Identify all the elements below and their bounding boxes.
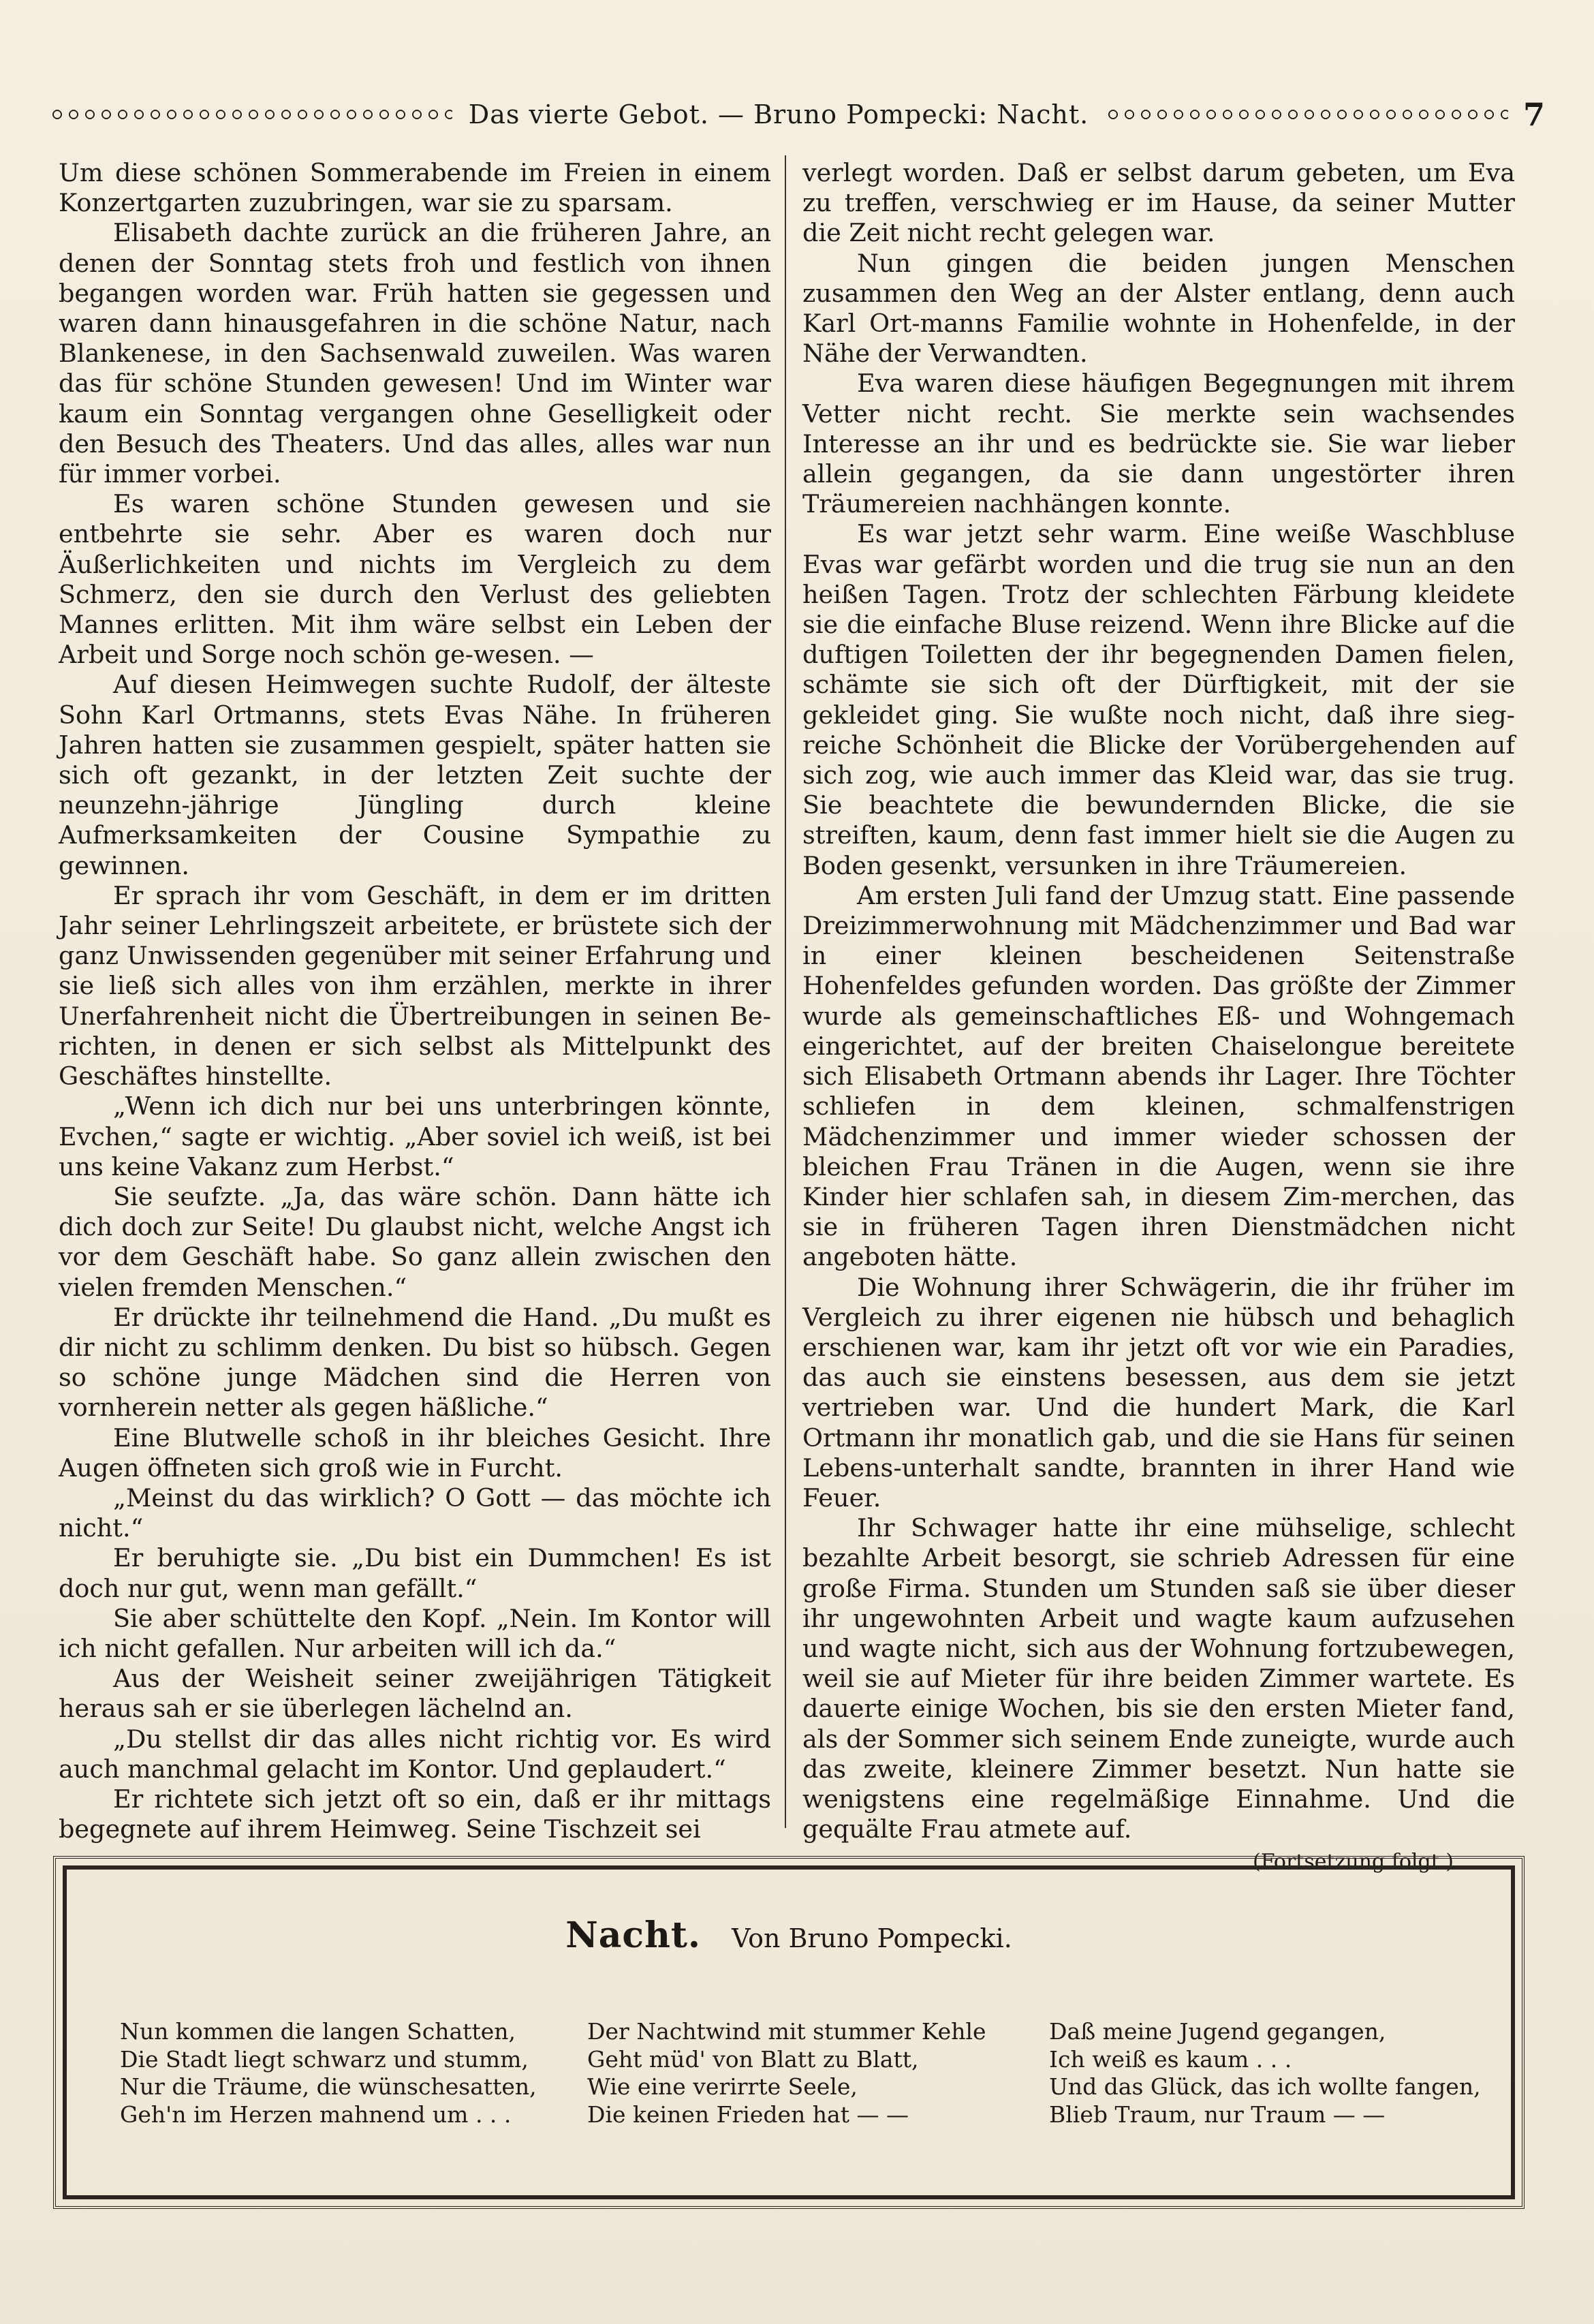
left-column — [59, 158, 771, 1844]
paragraph: Die Wohnung ihrer Schwägerin, die ihr früher im Vergleich zu ihrer eigenen nie hübsch und behaglich erschienen war, kam ihr jetzt oft vor wie ein Paradies, das auch sie einstens besessen, aus dem sie jetzt vertrieben war. Und die hundert Mark, die Karl Ortmann ihr monatlich gab, und die sie Hans für seinen Lebens-unterhalt sandte, brannten in ihrer Hand wie Feuer. — [802, 1272, 1515, 1513]
paragraph: Er drückte ihr teilnehmend die Hand. „Du mußt es dir nicht zu schlimm denken. Du bist so hübsch. Gegen so schöne junge Mädchen sind die Herren von vornherein netter als gegen häßliche.“ — [59, 1302, 771, 1423]
poem-line: Wie eine verirrte Seele, — [587, 2073, 858, 2100]
paragraph: Eine Blutwelle schoß in ihr bleiches Gesicht. Ihre Augen öffneten sich groß wie in Furcht. — [59, 1423, 771, 1483]
header-ornament-right — [1105, 108, 1508, 121]
paragraph: Aus der Weisheit seiner zweijährigen Tätigkeit heraus sah er sie überlegen lächelnd an. — [59, 1664, 771, 1724]
paragraph: „Meinst du das wirklich? O Gott — das möchte ich nicht.“ — [59, 1483, 771, 1543]
paragraph: Um diese schönen Sommerabende im Freien in einem Konzertgarten zuzubringen, war sie zu sparsam. — [59, 158, 771, 218]
paragraph: Eva waren diese häufigen Begegnungen mit ihrem Vetter nicht recht. Sie merkte sein wachsendes Interesse an ihr und es bedrückte sie. Sie war lieber allein gegangen, da sie dann ungestörter ihren Träumereien nachhängen konnte. — [802, 369, 1515, 519]
poem-heading — [67, 1915, 1511, 1956]
poem-line: Geht müd' von Blatt zu Blatt, — [587, 2045, 919, 2073]
poem-line: Nur die Träume, die wünschesatten, — [120, 2073, 537, 2100]
poem-stanza — [587, 2018, 986, 2128]
poem-line: Geh'n im Herzen mahnend um . . . — [120, 2101, 512, 2128]
paragraph: Nun gingen die beiden jungen Menschen zusammen den Weg an der Alster entlang, denn auch Karl Ort-manns Familie wohnte in Hohenfelde, in der Nähe der Verwandten. — [802, 248, 1515, 369]
column-divider — [785, 155, 786, 1828]
paragraph: „Du stellst dir das alles nicht richtig vor. Es wird auch manchmal gelacht im Kontor. Und geplaudert.“ — [59, 1724, 771, 1784]
paragraph: Sie seufzte. „Ja, das wäre schön. Dann hätte ich dich doch zur Seite! Du glaubst nicht, welche Angst ich vor dem Geschäft habe. So ganz allein zwischen den vielen fremden Menschen.“ — [59, 1181, 771, 1302]
header-ornament-left — [49, 108, 452, 121]
paragraph: Sie aber schüttelte den Kopf. „Nein. Im Kontor will ich nicht gefallen. Nur arbeiten will ich da.“ — [59, 1603, 771, 1663]
right-column — [802, 158, 1515, 1878]
poem-line: Nun kommen die langen Schatten, — [120, 2018, 516, 2045]
paragraph: Er richtete sich jetzt oft so ein, daß er ihr mittags begegnete auf ihrem Heimweg. Seine Tischzeit sei — [59, 1784, 771, 1844]
paragraph: Er sprach ihr vom Geschäft, in dem er im dritten Jahr seiner Lehrlingszeit arbeitete, er brüstete sich der ganz Unwissenden gegenüber mit seiner Erfahrung und sie ließ sich alles von ihm erzählen, merkte in ihrer Unerfahrenheit nicht die Übertreibungen in seinen Be-richten, in denen er sich selbst als Mittelpunkt des Geschäftes hinstellte. — [59, 880, 771, 1091]
page-number: 7 — [1522, 96, 1545, 133]
poem-stanza — [120, 2018, 537, 2128]
paragraph: Auf diesen Heimwegen suchte Rudolf, der älteste Sohn Karl Ortmanns, stets Evas Nähe. In früheren Jahren hatten sie zusammen gespielt, später hatten sie sich oft gezankt, in der letzten Zeit suchte der neunzehn-jährige Jüngling durch kleine Aufmerksamkeiten der Cousine Sympathie zu gewinnen. — [59, 670, 771, 880]
page-header — [49, 94, 1545, 135]
continuation-note: (Fortsetzung folgt.) — [1253, 1850, 1454, 1874]
poem-line: Daß meine Jugend gegangen, — [1049, 2018, 1386, 2045]
poem-line: Der Nachtwind mit stummer Kehle — [587, 2018, 986, 2045]
paragraph: Es war jetzt sehr warm. Eine weiße Waschbluse Evas war gefärbt worden und die trug sie nun an den heißen Tagen. Trotz der schlechten Färbung kleidete sie die einfache Bluse reizend. Wenn ihre Blicke auf die duftigen Toiletten der ihr begegnenden Damen fielen, schämte sie sich oft der Dürftigkeit, mit der sie gekleidet ging. Sie wußte noch nicht, daß ihre sieg-reiche Schönheit die Blicke der Vorübergehenden auf sich zog, wie auch immer das Kleid war, das sie trug. Sie beachtete die bewundernden Blicke, die sie streiften, kaum, denn fast immer hielt sie die Augen zu Boden gesenkt, versunken in ihre Träumereien. — [802, 519, 1515, 880]
poem-line: Die Stadt liegt schwarz und stumm, — [120, 2045, 529, 2073]
paragraph: Ihr Schwager hatte ihr eine mühselige, schlecht bezahlte Arbeit besorgt, sie schrieb Adressen für eine große Firma. Stunden um Stunden saß sie über dieser ihr ungewohnten Arbeit und wagte kaum aufzusehen und wagte nicht, sich aus der Wohnung fortzubewegen, weil sie auf Mieter für ihre beiden Zimmer wartete. Es dauerte einige Wochen, bis sie den ersten Mieter fand, als der Sommer sich seinem Ende zuneigte, wurde auch das zweite, kleinere Zimmer besetzt. Nun hatte sie wenigstens eine regelmäßige Einnahme. Und die gequälte Frau atmete auf. — [802, 1513, 1515, 1844]
poem-line: Blieb Traum, nur Traum — — — [1049, 2101, 1386, 2128]
poem-title: Nacht. — [565, 1915, 702, 1956]
poem-line: Die keinen Frieden hat — — — [587, 2101, 909, 2128]
paragraph: „Wenn ich dich nur bei uns unterbringen könnte, Evchen,“ sagte er wichtig. „Aber soviel ich weiß, ist bei uns keine Vakanz zum Herbst.“ — [59, 1091, 771, 1181]
poem-line: Ich weiß es kaum . . . — [1049, 2045, 1292, 2073]
poem-stanza — [1049, 2018, 1481, 2128]
paragraph: Elisabeth dachte zurück an die früheren Jahre, an denen der Sonntag stets froh und festlich von ihnen begangen worden war. Früh hatten sie gegessen und waren dann hinausgefahren in die schöne Natur, nach Blankenese, in den Sachsenwald zuweilen. Was waren das für schöne Stunden gewesen! Und im Winter war kaum ein Sonntag vergangen ohne Geselligkeit oder den Besuch des Theaters. Und das alles, alles war nun für immer vorbei. — [59, 218, 771, 489]
poem-line: Und das Glück, das ich wollte fangen, — [1049, 2073, 1481, 2100]
paragraph: Er beruhigte sie. „Du bist ein Dummchen! Es ist doch nur gut, wenn man gefällt.“ — [59, 1543, 771, 1603]
paragraph: Am ersten Juli fand der Umzug statt. Eine passende Dreizimmerwohnung mit Mädchenzimmer und Bad war in einer kleinen bescheidenen Seitenstraße Hohenfeldes gefunden worden. Das größte der Zimmer wurde als gemeinschaftliches Eß- und Wohngemach eingerichtet, auf der breiten Chaiselongue bereitete sich Elisabeth Ortmann abends ihr Lager. Ihre Töchter schliefen in dem kleinen, schmalfenstrigen Mädchenzimmer und immer wieder schossen der bleichen Frau Tränen in die Augen, wenn sie ihre Kinder hier schlafen sah, in diesem Zim-merchen, das sie in früheren Tagen ihren Dienstmädchen nicht angeboten hätte. — [802, 880, 1515, 1272]
poem-author: Von Bruno Pompecki. — [732, 1923, 1012, 1953]
paragraph: verlegt worden. Daß er selbst darum gebeten, um Eva zu treffen, verschwieg er im Hause, da seiner Mutter die Zeit nicht recht gelegen war. — [802, 158, 1515, 248]
paragraph: Es waren schöne Stunden gewesen und sie entbehrte sie sehr. Aber es waren doch nur Äußerlichkeiten und nichts im Vergleich zu dem Schmerz, den sie durch den Verlust des geliebten Mannes erlitten. Mit ihm wäre selbst ein Leben der Arbeit und Sorge noch schön ge-wesen. — — [59, 489, 771, 670]
poem-frame — [63, 1865, 1515, 2199]
running-title: Das vierte Gebot. — Bruno Pompecki: Nacht. — [468, 99, 1089, 129]
